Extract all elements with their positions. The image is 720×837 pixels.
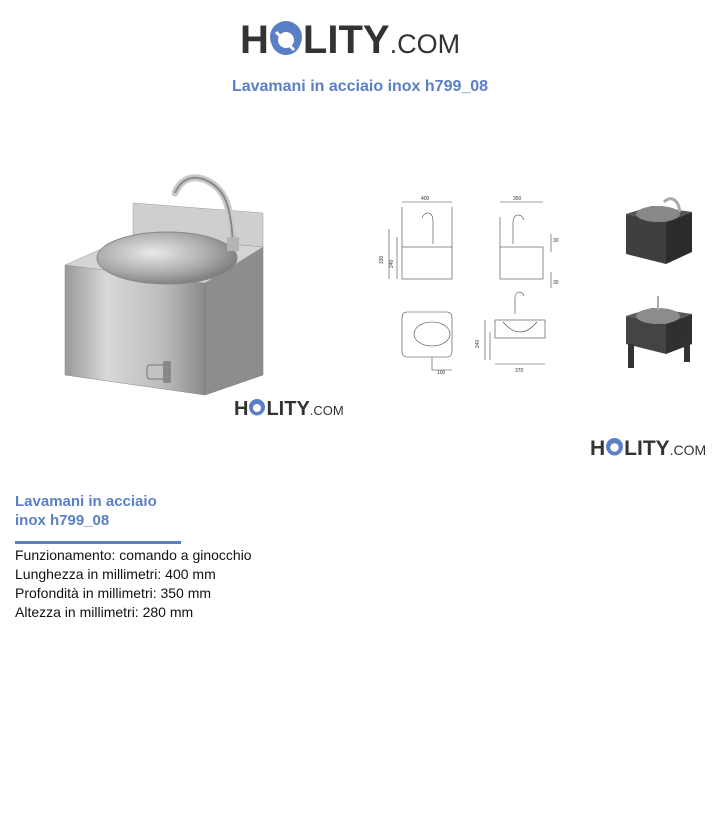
dim-side-b: 30 (553, 280, 559, 286)
product-title-line1: Lavamani in acciaio (15, 493, 157, 510)
basin-render-bracket (618, 292, 696, 372)
page-title: Lavamani in acciaio inox h799_08 (231, 78, 489, 95)
dim-side2-height: 240 (475, 339, 481, 348)
logo-globe-icon (249, 399, 265, 415)
logo-domain: .COM (309, 403, 344, 418)
technical-drawing[interactable] (375, 192, 575, 377)
logo-letter-h: H (240, 18, 269, 62)
dim-side-a: 30 (553, 238, 559, 244)
product-photo[interactable] (55, 165, 275, 400)
product-title-line2: inox h799_08 (15, 512, 110, 529)
dim-front-body: 240 (389, 259, 395, 268)
header-logo[interactable] (240, 18, 460, 63)
logo-domain: .COM (669, 442, 707, 458)
spec-item: Funzionamento: comando a ginocchio (15, 547, 252, 563)
wash-basin-image (55, 165, 275, 400)
logo-letters: LITY (266, 398, 310, 420)
spec-item: Altezza in millimetri: 280 mm (15, 604, 194, 620)
basin-render-front (618, 192, 696, 267)
dim-front-height: 330 (379, 255, 385, 264)
spec-list (15, 546, 252, 622)
product-title (15, 492, 215, 530)
logo-letter-h: H (234, 398, 249, 420)
product-render-bottom[interactable] (618, 292, 696, 372)
logo-letters: LITY (624, 437, 670, 460)
logo-globe-icon (270, 21, 302, 53)
dim-front-width: 400 (421, 196, 430, 202)
logo-letter-h: H (590, 437, 606, 460)
dim-top-offset: 100 (437, 370, 446, 376)
dim-side-depth: 350 (513, 196, 522, 202)
spec-item: Lunghezza in millimetri: 400 mm (15, 566, 216, 582)
dim-side2-width: 370 (515, 368, 524, 374)
dimension-drawing (375, 192, 575, 377)
spec-item: Profondità in millimetri: 350 mm (15, 585, 212, 601)
drawing-logo (590, 437, 706, 461)
logo-globe-icon (606, 438, 623, 455)
product-render-top[interactable] (618, 192, 696, 267)
logo-domain: .COM (389, 29, 461, 59)
product-photo-logo (234, 398, 344, 421)
title-underline (15, 541, 181, 544)
logo-letters: LITY (302, 18, 390, 62)
